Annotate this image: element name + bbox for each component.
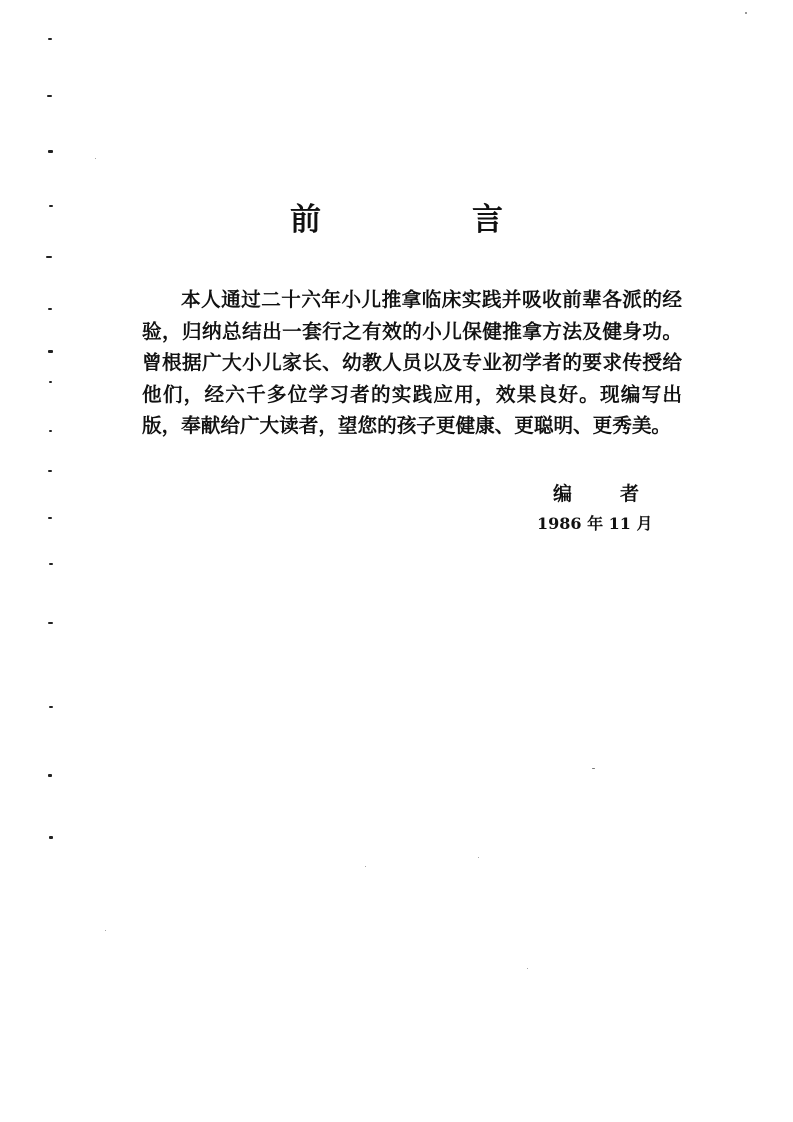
scan-speck (527, 968, 528, 969)
scan-speck (48, 308, 52, 310)
preface-title: 前 言 (290, 202, 563, 238)
scan-speck (48, 622, 53, 624)
scan-speck (478, 857, 479, 858)
scan-speck (48, 470, 52, 472)
scan-speck (95, 158, 96, 159)
preface-author: 编者 (553, 483, 639, 505)
scan-speck (49, 836, 53, 839)
scan-speck (48, 38, 52, 40)
scan-speck (48, 517, 52, 519)
scan-speck (49, 706, 53, 708)
scan-speck (365, 866, 366, 867)
scan-speck (48, 350, 53, 353)
preface-date: 1986 年 11 月 (537, 514, 653, 533)
scan-speck (49, 563, 53, 565)
scan-speck (745, 12, 747, 14)
scan-speck (49, 381, 52, 383)
preface-body: 本人通过二十六年小儿推拿临床实践并吸收前辈各派的经验，归纳总结出一套行之有效的小儿保健推拿方法及健身功。曾根据广大小儿家长、幼教人员以及专业初学者的要求传授给他们，经六千多位学习者的实践应用，效果良好。现编写出版，奉献给广大读者，望您的孩子更健康、更聪明、更秀美。 (142, 288, 682, 437)
scan-speck (48, 150, 53, 153)
scan-speck (46, 256, 52, 258)
scan-speck (592, 768, 595, 769)
scan-speck (105, 930, 106, 931)
scan-speck (49, 430, 52, 432)
scan-speck (48, 774, 52, 777)
scan-speck (47, 95, 52, 97)
